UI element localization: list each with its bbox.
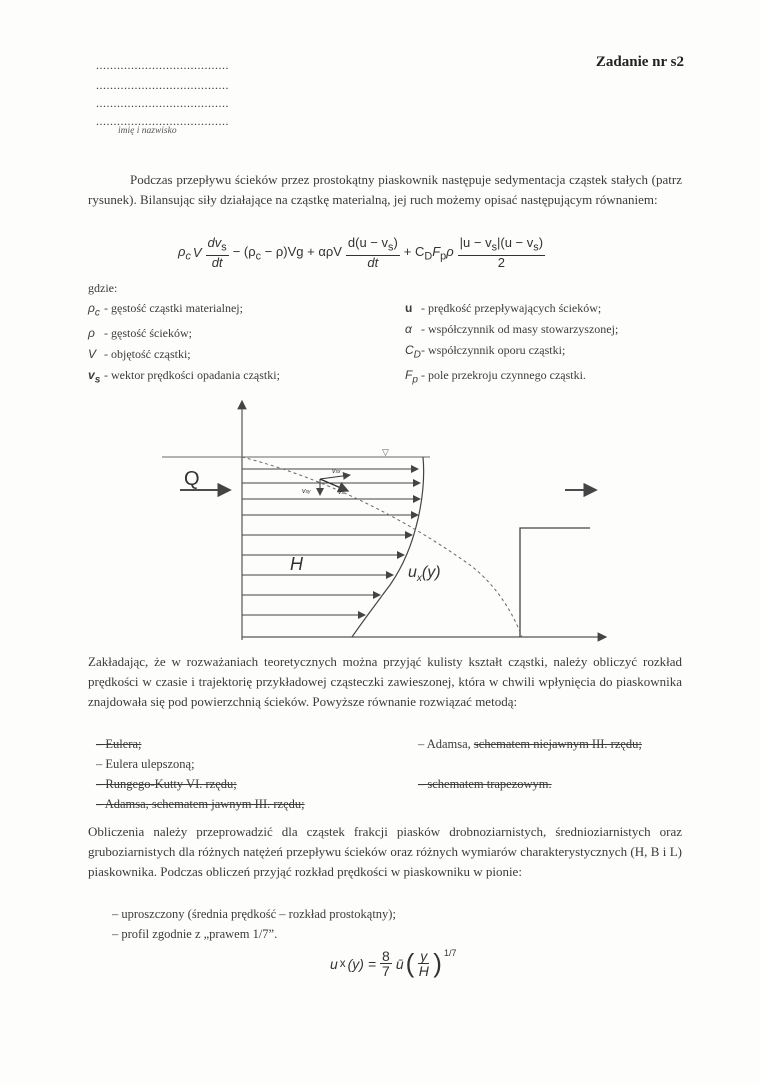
eq-term2-sub: c bbox=[255, 250, 262, 263]
methods-right bbox=[418, 734, 688, 794]
h-label: H bbox=[290, 554, 303, 574]
def-rho-c: $\rho_c$ - gęstość cząstki materialnej; bbox=[88, 301, 243, 319]
eq-den5: 2 bbox=[497, 254, 505, 270]
eq-dnum-sub: s bbox=[388, 241, 394, 254]
profile-uniform: – uproszczony (średnia prędkość – rozkład prostokątny); bbox=[112, 904, 396, 924]
eq-volume: V bbox=[192, 245, 202, 261]
gdzie-label: gdzie: bbox=[88, 281, 118, 295]
profile-one-seventh: – profil zgodnie z „prawem 1/7”. bbox=[112, 924, 396, 944]
eq-rho-c: ρ bbox=[178, 243, 186, 259]
method-runge-kutta: – Rungego-Kutty VI. rzędu; bbox=[96, 774, 305, 794]
svg-text:▽: ▽ bbox=[382, 447, 389, 457]
vec-vsx: vsx bbox=[332, 468, 341, 475]
eq-term2b: − ρ)Vg + αρV bbox=[261, 243, 342, 259]
eq-dv: dv bbox=[207, 235, 222, 250]
intro-paragraph: Podczas przepływu ścieków przez prostokątny piaskownik następuje sedymentacja cząstek stałych (patrz rysunek). Bilansując siły działające na cząstkę materialną, jej ruch możemy opisać następującym równaniem: bbox=[88, 172, 682, 207]
name-caption: imię i nazwisko bbox=[118, 126, 177, 136]
profile-label: $u_x(y)$ bbox=[408, 564, 441, 584]
vec-vsy: vsy bbox=[302, 488, 311, 495]
defs-left bbox=[88, 298, 280, 391]
def-alpha: α - współczynnik od masy stowarzyszonej; bbox=[405, 322, 619, 336]
formula-exponent: 1/7 bbox=[443, 948, 457, 958]
method-adams-implicit: – Adamsa, schematem niejawnym III. rzędu; bbox=[418, 734, 688, 754]
name-line-2: ...................................... bbox=[96, 78, 229, 92]
vec-vs: vs bbox=[338, 489, 344, 496]
def-cd: $C_D$ - współczynnik oporu cząstki; bbox=[405, 343, 566, 361]
name-line-1: ...................................... bbox=[96, 58, 229, 72]
name-line-3: ...................................... bbox=[96, 96, 229, 110]
eq-drag-fraction: $\frac{|u - v_s|(u - v_s)}{2}$ bbox=[459, 235, 544, 270]
def-fp: $F_p$ - pole przekroju czynnego cząstki. bbox=[405, 368, 586, 386]
eq-du-dt bbox=[346, 236, 400, 270]
eq-rho-c-sub: c bbox=[185, 250, 191, 263]
eq-dv-dt bbox=[206, 236, 229, 270]
task-title: Zadanie nr s2 bbox=[595, 54, 684, 70]
assumption-paragraph: Zakładając, że w rozważaniach teoretycznych można przyjąć kulisty kształt cząstki, należy obliczyć rozkład prędkości w czasie i trajektorię przykładowej cząsteczki zawieszonej, która w chwili wpłynięcia do piaskownika znajdowała się pod powierzchnią ścieków. Powyższe równanie rozwiązać metodą: bbox=[88, 654, 682, 709]
formula-y-h: $\frac{y}{H}$ bbox=[418, 948, 429, 979]
eq-dt: dt bbox=[211, 254, 223, 270]
eq-num5b: |(u − v bbox=[497, 235, 534, 250]
formula-ubar: ū bbox=[395, 955, 404, 972]
formula-u-sub: x bbox=[339, 957, 346, 970]
def-vs: $v_s$ - wektor prędkości opadania cząstki; bbox=[88, 368, 280, 386]
particle-trajectory bbox=[242, 457, 522, 637]
name-line-4: ...................................... bbox=[96, 114, 229, 128]
eq-num5c: ) bbox=[538, 235, 544, 250]
eq-term2: − (ρ bbox=[232, 243, 256, 259]
def-rho: ρ - gęstość ścieków; bbox=[88, 326, 192, 341]
formula-arg: (y) = bbox=[347, 955, 377, 972]
method-trapezoidal: – schematem trapezowym. bbox=[418, 774, 688, 794]
calculation-paragraph: Obliczenia należy przeprowadzić dla cząstek frakcji piasków drobnoziarnistych, średnioziarnistych oraz gruboziarnistych dla różnych natężeń przepływu ścieków oraz różnych wymiarów charakterystycznych (H, B i L) piaskownika. Podczas obliczeń przyjąć rozkład prędkości w piaskowniku w pionie: bbox=[88, 824, 682, 879]
methods-left bbox=[96, 734, 305, 814]
def-u: u - prędkość przepływających ścieków; bbox=[405, 301, 602, 315]
velocity-profiles bbox=[112, 904, 396, 944]
velocity-profile bbox=[352, 457, 424, 637]
eq-dt-2: dt bbox=[367, 254, 379, 270]
sand-trap-diagram bbox=[150, 395, 620, 650]
eq-num5: |u − v bbox=[459, 235, 492, 250]
formula-8-7: $\frac{8}{7}$ bbox=[382, 948, 390, 979]
method-euler-improved: – Eulera ulepszoną; bbox=[96, 754, 305, 774]
eq-term4c: ρ bbox=[446, 243, 454, 259]
outlet-step bbox=[520, 528, 590, 637]
def-volume: V - objętość cząstki; bbox=[88, 347, 191, 362]
formula-u: u bbox=[330, 955, 338, 972]
eq-term4: + C bbox=[403, 243, 425, 259]
method-adams-explicit: – Adamsa, schematem jawnym III. rzędu; bbox=[96, 794, 305, 814]
seventh-power-formula: u x (y) = $\frac{8}{7}$ ū ( $\frac{y}{H}$ ) $^{1/7}$ bbox=[330, 948, 457, 979]
method-euler: – Eulera; bbox=[96, 734, 305, 754]
eq-term4b: F bbox=[432, 243, 441, 259]
eq-dv-sub: s bbox=[221, 241, 227, 254]
eq-dnum-b: ) bbox=[393, 235, 398, 250]
eq-dnum: d(u − v bbox=[347, 235, 389, 250]
velocity-arrows bbox=[242, 469, 420, 615]
q-label: Q bbox=[184, 468, 200, 490]
defs-right bbox=[405, 298, 618, 391]
motion-equation: $\rho_c$ V $\frac{dv_s}{dt}$ − $(\rho_c - \rho)Vg + \alpha\rho V$ $\frac{d(u - v_s)}{dt}$ + $C_DF_p\rho$ $\frac{|u - v_s|(u - v_s)}{2}$ bbox=[178, 235, 544, 270]
